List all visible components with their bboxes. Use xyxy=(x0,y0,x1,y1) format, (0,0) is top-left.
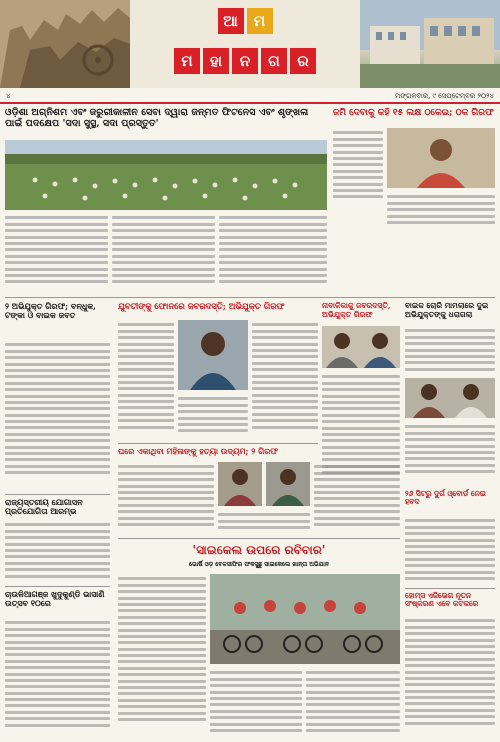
cooperative-text xyxy=(5,520,110,584)
masthead-tile: ର xyxy=(290,48,316,74)
divider xyxy=(118,443,318,444)
cycle-photo xyxy=(210,574,400,664)
masthead-title xyxy=(130,0,360,88)
right-top-text-col xyxy=(333,128,383,208)
cooperative-headline: ରାଜ୍ୟସ୍ତରୀୟ ଯୋଗାସନ ପ୍ରତିଯୋଗିତା ଆରମ୍ଭ xyxy=(5,497,83,516)
women-text xyxy=(118,462,214,534)
youth-text-col-3 xyxy=(178,394,248,440)
page-info-bar xyxy=(0,90,500,104)
issue-date: ମଙ୍ଗଳବାର, ୯ ସେପ୍ଟେମ୍ବର ୨୦୨୪ xyxy=(394,91,494,100)
lead-text-col-1 xyxy=(5,213,108,293)
minor-headline: ନାବାଳିକାକୁ ଜବରଦସ୍ତି, ଅଭିଯୁକ୍ତ ଗିରଫ xyxy=(322,301,391,319)
youth-headline: ଯୁବତୀଙ୍କୁ ଫୋନରେ ଜବରଦସ୍ତି; ଅଭିଯୁକ୍ତ ଗିରଫ xyxy=(118,301,285,311)
cycle-text-col-1 xyxy=(118,574,206,738)
health-text xyxy=(405,616,495,738)
masthead-tile: ମ xyxy=(174,48,200,74)
lead-photo xyxy=(5,140,327,210)
cycle-subhead: ଭୋର୍ଷି ଓଡ଼ ବେଳସୀଫିର ଫକସୁଛୁ ସାଇକେଲେ ଖାନ୍ତା ଅଭିଯାନ xyxy=(188,561,329,568)
bike-text-2 xyxy=(405,422,495,482)
women-text-3 xyxy=(218,510,310,534)
women-headline: ଘରେ ଏକାଥିବା ମହିଳାଙ୍କୁ ହତ୍ୟା ଉଦ୍ୟମ; ୨ ଗିରଫ xyxy=(118,446,278,456)
jagannath-headline: ଚାଉଳିଆଗଞ୍ଜ ଖୁଦୁକୁଣ୍ଡି ଭାସାଣି ଉତ୍ସବ ୧୦ରେ xyxy=(5,589,105,608)
masthead-tile: ନ xyxy=(232,48,258,74)
youth-text-col-2 xyxy=(252,320,318,440)
cycle-text-col-3 xyxy=(306,668,400,738)
masthead xyxy=(0,0,500,88)
divider xyxy=(5,494,110,495)
bike-headline: ବାଇକ ଚୋରି ମାମଲାରେ ଦୁଇ ଅଭିଯୁକ୍ତଙ୍କୁ ଧରାଗଲା xyxy=(405,301,489,319)
masthead-city-photo xyxy=(360,0,500,88)
divider xyxy=(405,588,495,589)
lead-headline: ଓଡ଼ିଶା ଅଗ୍ନିଶମ ଏବଂ ଜରୁରୀକାଳୀନ ସେବା ଦ୍ୱାରା ଜନ୍ମତ ଫିଟନେସ ଏବଂ ଶୃଙ୍ଖଳା ପାଇଁ ପଦକ୍ଷେପ 'ସଦା ସୁସ୍ଥ, ସଦା ପ୍ରସ୍ତୁତ' xyxy=(5,107,309,129)
divider xyxy=(5,586,110,587)
page-number: ୪ xyxy=(6,91,11,100)
cycle-headline: 'ସାଇକେଲ ଉପରେ ରବିବାର' xyxy=(192,543,326,557)
masthead-tile: ଗ xyxy=(261,48,287,74)
jagannath-text xyxy=(5,618,110,738)
lead-text-col-3 xyxy=(219,213,327,293)
lead-text-col-2 xyxy=(112,213,215,293)
masthead-heritage-photo xyxy=(0,0,130,88)
cycle-text-col-2 xyxy=(210,668,302,738)
right-top-headline: ଜମି ଦେବାକୁ କହି ୧୫ ଲକ୍ଷ ଠକେଇ; ଠକ ଗିରଫ xyxy=(333,108,494,118)
minor-photo xyxy=(322,326,400,368)
bike-photo xyxy=(405,378,495,418)
health-headline: ହୋମ୍ସ ଏଜିଭେଗ ନୂତନ ସଂଷ୍କରଣ ଏବେ କଟକରେ xyxy=(405,591,479,609)
women-photo-1 xyxy=(218,462,262,506)
masthead-tile: ହା xyxy=(203,48,229,74)
bike-text xyxy=(405,326,495,376)
hospital-text xyxy=(405,516,495,586)
masthead-tile: ଆ xyxy=(218,8,244,34)
right-top-photo xyxy=(387,128,495,188)
women-text-2 xyxy=(314,462,400,534)
youth-text-col-1 xyxy=(118,320,174,440)
arrest-headline: ୨ ଅଭିଯୁକ୍ତ ଗିରଫ; ବନ୍ଧୁକ, ଟଙ୍କା ଓ ବାଇକ ଜବତ xyxy=(5,301,96,320)
masthead-row-1 xyxy=(130,8,360,34)
arrest-text xyxy=(5,340,110,490)
masthead-row-2 xyxy=(130,48,360,74)
masthead-tile: ମ xyxy=(247,8,273,34)
divider xyxy=(118,538,400,539)
hospital-headline: ୨୬ ସିଟରୁ ଦୁର୍ଗ ଓ୍ବୋର୍ଡ ନେଇ ହବଦ xyxy=(405,489,486,507)
right-top-text-col-2 xyxy=(387,192,495,232)
divider xyxy=(5,297,495,298)
youth-photo xyxy=(178,320,248,390)
women-photo-2 xyxy=(266,462,310,506)
